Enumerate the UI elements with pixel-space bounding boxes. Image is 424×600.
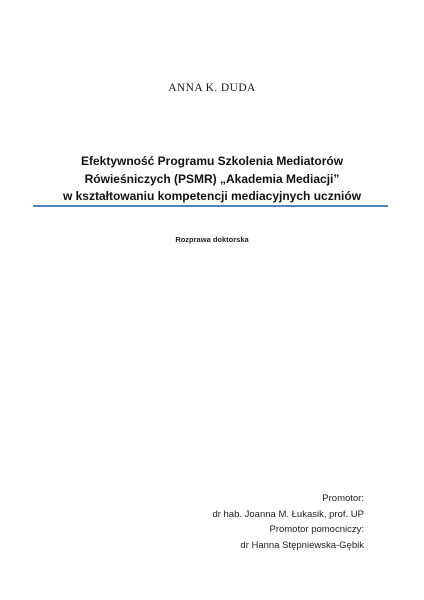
assistant-promotor-label: Promotor pomocniczy:: [269, 524, 364, 535]
document-type: Rozprawa doktorska: [175, 235, 249, 244]
promotor-label: Promotor:: [322, 493, 364, 504]
assistant-promotor-name: dr Hanna Stępniewska-Gębik: [240, 539, 364, 551]
promoters-block: [212, 491, 364, 553]
promotor-name: dr hab. Joanna M. Łukasik, prof. UP: [212, 508, 364, 520]
title-underline-rule: [33, 205, 388, 207]
thesis-title-line-2: Rówieśniczych (PSMR) „Akademia Mediacji”: [84, 171, 340, 186]
thesis-title-line-1: Efektywność Programu Szkolenia Mediatorów: [80, 154, 344, 168]
author-name: ANNA K. DUDA: [168, 82, 256, 94]
thesis-title: [40, 153, 384, 206]
thesis-title-line-3: w kształtowaniu kompetencji mediacyjnych uczniów: [62, 189, 362, 203]
